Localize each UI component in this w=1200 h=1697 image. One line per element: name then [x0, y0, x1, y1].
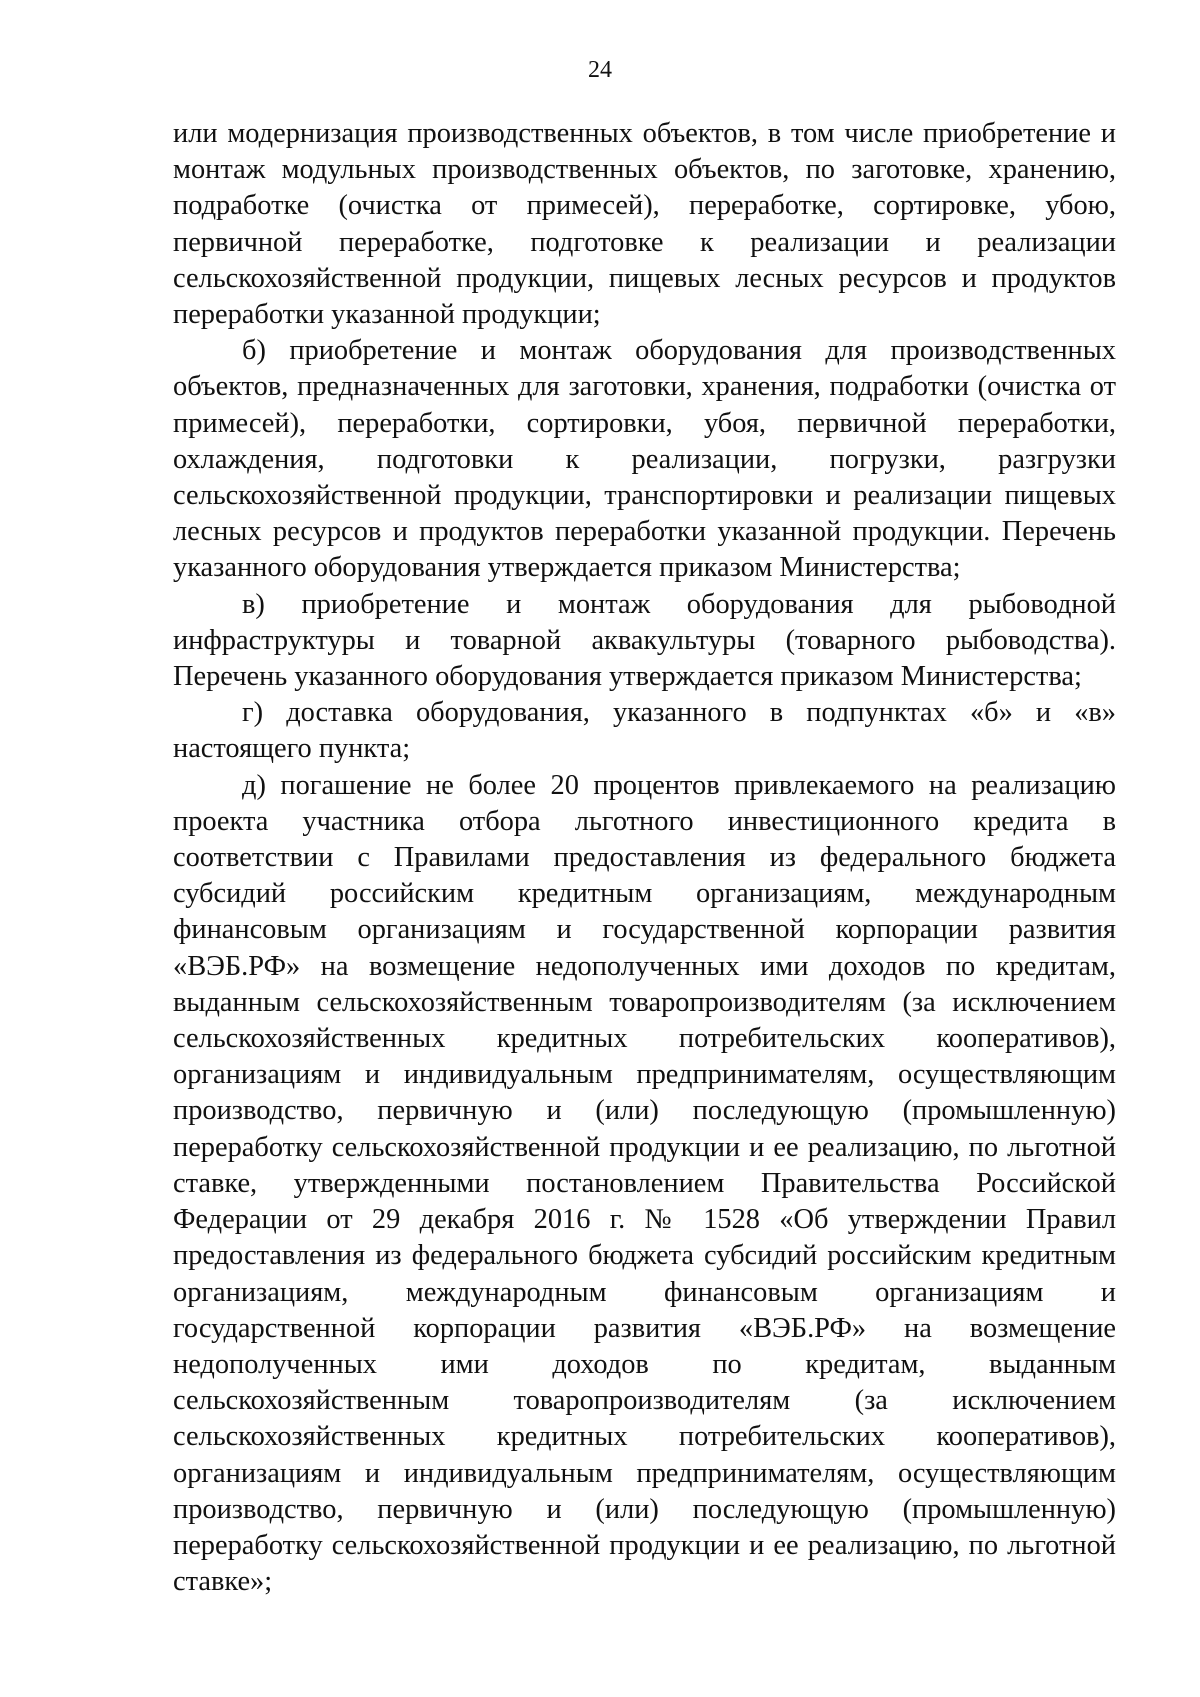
paragraph-item-g: г) доставка оборудования, указанного в подпунктах «б» и «в» настоящего пункта;: [173, 697, 1116, 765]
document-body: [173, 116, 1116, 1600]
paragraph-item-v: в) приобретение и монтаж оборудования для рыбоводной инфраструктуры и товарной аквакультуры (товарного рыбоводства). Перечень указанного оборудования утверждается приказом Министерства;: [173, 588, 1116, 693]
page-number: 24: [588, 57, 612, 83]
paragraph-item-b: б) приобретение и монтаж оборудования для производственных объектов, предназначенных для заготовки, хранения, подработки (очистка от примесей), переработки, сортировки, убоя, первичной переработки, охлаждения, подготовки к реализации, погрузки, разгрузки сельскохозяйственной продукции, транспортировки и реализации пищевых лесных ресурсов и продуктов переработки указанной продукции. Перечень указанного оборудования утверждается приказом Министерства;: [173, 335, 1116, 584]
paragraph-item-d: д) погашение не более 20 процентов привлекаемого на реализацию проекта участника отбора льготного инвестиционного кредита в соответствии с Правилами предоставления из федерального бюджета субсидий российским кредитным организациям, международным финансовым организациям и государственной корпорации развития «ВЭБ.РФ» на возмещение недополученных ими доходов по кредитам, выданным сельскохозяйственным товаропроизводителям (за исключением сельскохозяйственных кредитных потребительских кооперативов), организациям и индивидуальным предпринимателям, осуществляющим производство, первичную и (или) последующую (промышленную) переработку сельскохозяйственной продукции и ее реализацию, по льготной ставке, утвержденными постановлением Правительства Российской Федерации от 29 декабря 2016 г. № 1528 «Об утверждении Правил предоставления из федерального бюджета субсидий российским кредитным организациям, международным финансовым организациям и государственной корпорации развития «ВЭБ.РФ» на возмещение недополученных ими доходов по кредитам, выданным сельскохозяйственным товаропроизводителям (за исключением сельскохозяйственных кредитных потребительских кооперативов), организациям и индивидуальным предпринимателям, осуществляющим производство, первичную и (или) последующую (промышленную) переработку сельскохозяйственной продукции и ее реализацию, по льготной ставке»;: [173, 769, 1116, 1598]
paragraph-continuation: или модернизация производственных объектов, в том числе приобретение и монтаж модульных производственных объектов, по заготовке, хранению, подработке (очистка от примесей), переработке, сортировке, убою, первичной переработке, подготовке к реализации и реализации сельскохозяйственной продукции, пищевых лесных ресурсов и продуктов переработки указанной продукции;: [173, 118, 1116, 331]
